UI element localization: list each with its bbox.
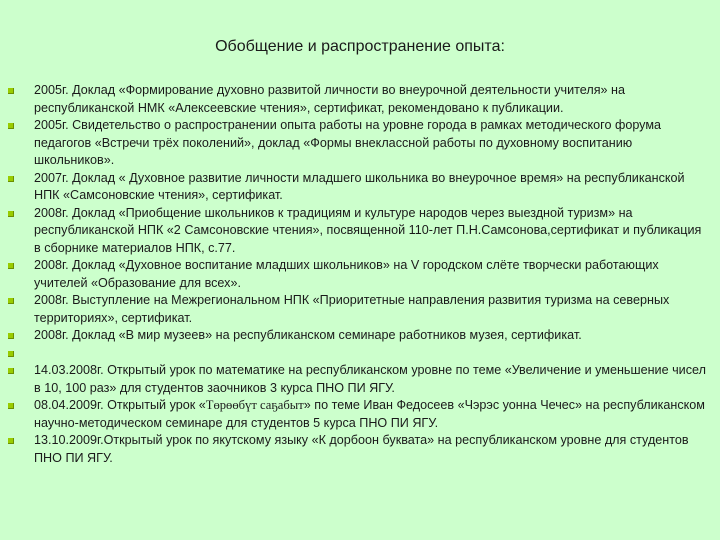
list-item — [8, 362, 708, 397]
square-bullet-icon — [8, 176, 14, 182]
square-bullet-icon — [8, 438, 14, 444]
square-bullet-icon — [8, 368, 14, 374]
square-bullet-icon — [8, 298, 14, 304]
list-item — [8, 117, 708, 170]
list-item — [8, 292, 708, 327]
square-bullet-icon — [8, 263, 14, 269]
square-bullet-icon — [8, 88, 14, 94]
slide-title: Обобщение и распространение опыта: — [215, 38, 505, 55]
list-item-text: 2008г. Выступление на Межрегиональном НПК «Приоритетные направления развития туризма на северных территориях», сертификат. — [34, 293, 670, 325]
list-item-empty — [8, 345, 708, 363]
list-item-text-after: » по теме Иван Федосеев «Чэрэс уонна Чечес» на республиканском научно-методическом семинаре для студентов 5 курса ПНО ПИ ЯГУ. — [34, 398, 705, 430]
list-item-text: 2005г. Свидетельство о распространении опыта работы на уровне города в рамках методического форума педагогов «Встречи трёх поколений», доклад «Формы внеклассной работы по духовному воспитанию школьников». — [34, 118, 662, 167]
list-item — [8, 257, 708, 292]
list-item — [8, 327, 708, 345]
list-item — [8, 82, 708, 117]
list-item — [8, 170, 708, 205]
experience-list — [8, 82, 708, 467]
list-item — [8, 205, 708, 258]
list-item-text: 2005г. Доклад «Формирование духовно развитой личности во внеурочной деятельности учителя» на республиканской НМК «Алексеевские чтения», сертификат, рекомендовано к публикации. — [34, 83, 626, 115]
square-bullet-icon — [8, 333, 14, 339]
list-item-text: 2007г. Доклад « Духовное развитие личности младшего школьника во внеурочное время» на республиканской НПК «Самсоновские чтения», сертификат. — [34, 170, 685, 202]
square-bullet-icon — [8, 403, 14, 409]
square-bullet-icon — [8, 211, 14, 217]
list-item-text: 13.10.2009г.Открытый урок по якутскому языку «К дорбоон буквата» на республиканском уровне для студентов ПНО ПИ ЯГУ. — [34, 433, 689, 465]
square-bullet-icon — [8, 123, 14, 129]
list-item-text: 2008г. Доклад «Духовное воспитание младших школьников» на V городском слёте творчески работающих учителей «Образование для всех». — [34, 258, 659, 290]
list-item-text-before: 08.04.2009г. Открытый урок « — [34, 398, 206, 412]
list-item-text: 14.03.2008г. Открытый урок по математике на республиканском уровне по теме «Увеличение и уменьшение чисел в 10, 100 раз» для студентов заочников 3 курса ПНО ПИ ЯГУ. — [34, 363, 706, 395]
list-item-text: 2008г. Доклад «Приобщение школьников к традициям и культуре народов через выездной туризм» на республиканской НПК «2 Самсоновские чтения», посвященной 110-лет П.Н.Самсонова,сертификат и публикация в сборнике материалов НПК, с.77. — [34, 205, 702, 255]
list-item — [8, 397, 708, 432]
list-item — [8, 432, 708, 467]
list-item-text: 2008г. Доклад «В мир музеев» на республиканском семинаре работников музея, сертификат. — [34, 328, 582, 342]
lesson-title-yakut: Тɵрɵɵбүт саҕабыт — [205, 398, 304, 412]
square-bullet-icon — [8, 351, 14, 357]
